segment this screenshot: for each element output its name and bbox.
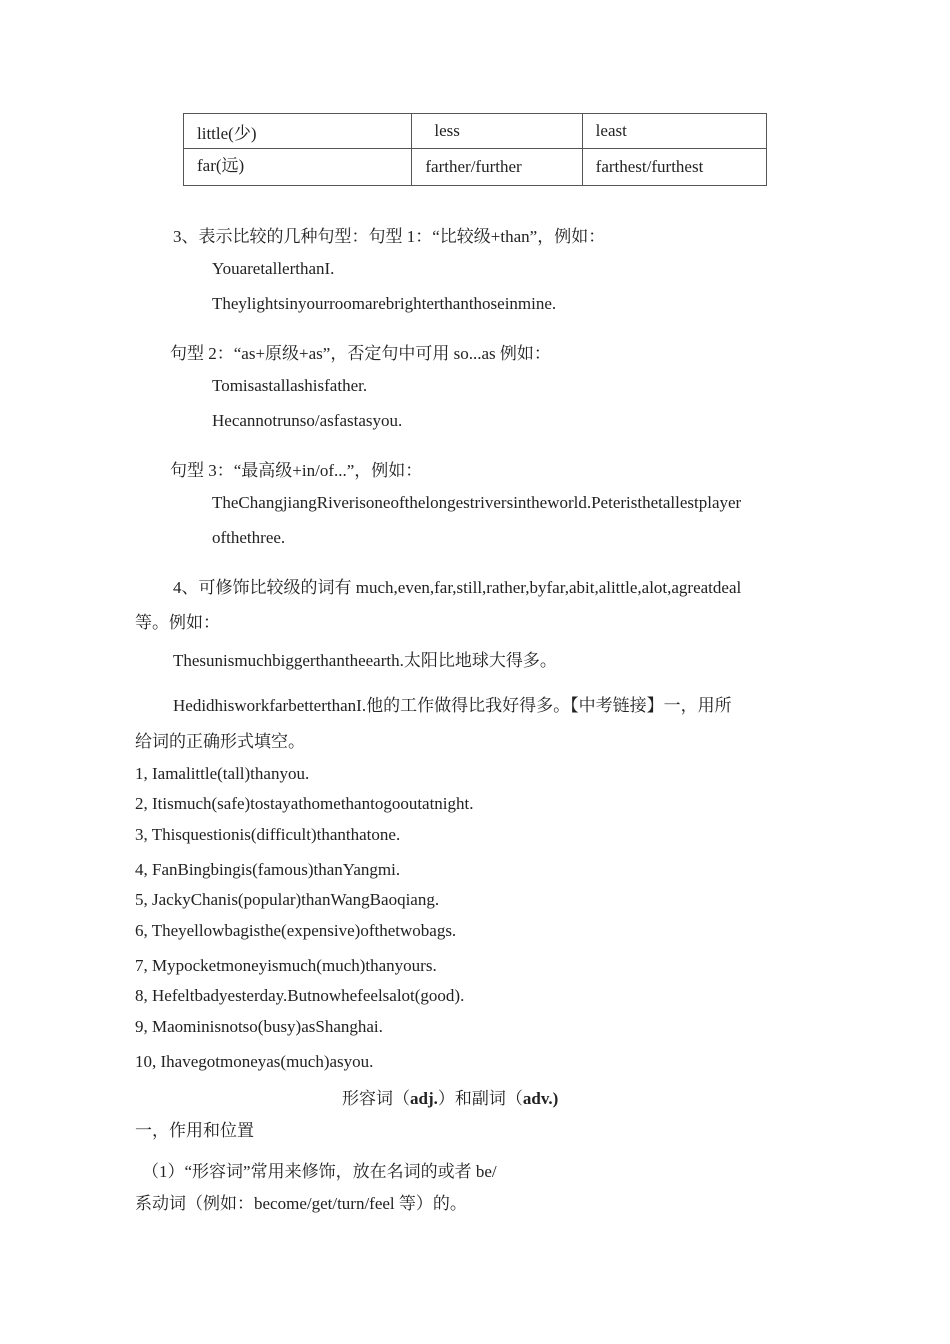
exercise-item: 6, Theyellowbagisthe(expensive)ofthetwobags. bbox=[135, 921, 457, 940]
section-title bbox=[342, 1084, 558, 1109]
exercise-item: 10, Ihavegotmoneyas(much)asyou. bbox=[135, 1052, 374, 1071]
example-sentence: ofthethree. bbox=[212, 528, 286, 547]
section4-line2: 等。例如： bbox=[135, 613, 220, 632]
section4-line1: 4、可修饰比较级的词有 much,even,far,still,rather,byfar,abit,alittle,alot,agreatdeal bbox=[173, 578, 742, 597]
instruction-text: 给词的正确形式填空。 bbox=[135, 732, 305, 751]
exercise-item: 7, Mypocketmoneyismuch(much)thanyours. bbox=[135, 956, 437, 975]
table-cell: farther/further bbox=[412, 149, 582, 186]
pattern-2: 句型 2：“as+原级+as”，否定句中可用 so...as 例如： bbox=[170, 344, 551, 363]
exercise-item: 3, Thisquestionis(difficult)thanthatone. bbox=[135, 825, 401, 844]
example-sentence: Tomisastallashisfather. bbox=[212, 376, 368, 395]
exercise-item: 8, Hefeltbadyesterday.Butnowhefeelsalot(good). bbox=[135, 986, 465, 1005]
example-sentence: Thesunismuchbiggerthantheearth.太阳比地球大得多。 bbox=[173, 651, 557, 670]
paragraph-line: （1）“形容词”常用来修饰，放在名词的或者 be/ bbox=[142, 1162, 497, 1181]
table-cell-text: less bbox=[434, 121, 460, 140]
title-part: ）和副词（ bbox=[437, 1089, 523, 1108]
paragraph-line: 系动词（例如：become/get/turn/feel 等）的。 bbox=[135, 1194, 467, 1213]
exercise-item: 9, Maominisnotso(busy)asShanghai. bbox=[135, 1017, 383, 1036]
title-part: adj. bbox=[410, 1089, 438, 1108]
example-sentence: YouaretallerthanI. bbox=[212, 259, 335, 278]
section3-intro: 3、表示比较的几种句型：句型 1：“比较级+than”，例如： bbox=[173, 227, 606, 246]
table-cell: far(远) bbox=[184, 149, 412, 186]
table-row bbox=[184, 114, 767, 149]
exercise-item: 1, Iamalittle(tall)thanyou. bbox=[135, 764, 310, 783]
table-cell bbox=[412, 114, 582, 149]
example-sentence: Theylightsinyourroomarebrighterthanthoseinmine. bbox=[212, 294, 557, 313]
table-row bbox=[184, 149, 767, 186]
comparison-table bbox=[183, 113, 767, 186]
exercise-item: 2, Itismuch(safe)tostayathomethantogooutatnight. bbox=[135, 794, 474, 813]
table-cell: least bbox=[582, 114, 766, 149]
pattern-3: 句型 3：“最高级+in/of...”，例如： bbox=[170, 461, 423, 480]
title-part: 形容词（ bbox=[342, 1089, 410, 1108]
table-cell: farthest/furthest bbox=[582, 149, 766, 186]
example-sentence: TheChangjiangRiverisoneofthelongestriversintheworld.Peteristhetallestplayer bbox=[212, 493, 742, 512]
exercise-item: 5, JackyChanis(popular)thanWangBaoqiang. bbox=[135, 890, 440, 909]
exercise-item: 4, FanBingbingis(famous)thanYangmi. bbox=[135, 860, 401, 879]
example-sentence: Hecannotrunso/asfastasyou. bbox=[212, 411, 403, 430]
title-part: adv.) bbox=[522, 1089, 559, 1108]
section-heading: 一，作用和位置 bbox=[135, 1121, 254, 1140]
table-cell: little(少) bbox=[184, 114, 412, 149]
example-sentence: HedidhisworkfarbetterthanI.他的工作做得比我好得多。【中考链接】一，用所 bbox=[173, 696, 732, 715]
